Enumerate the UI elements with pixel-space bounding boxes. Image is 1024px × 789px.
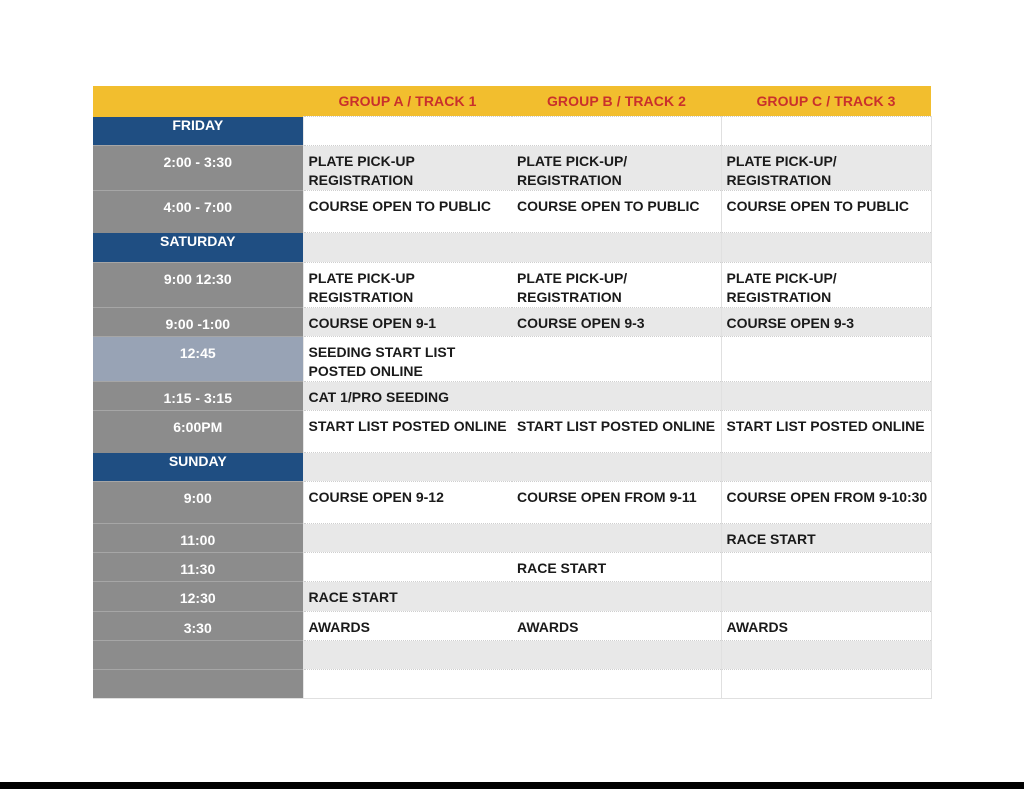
table-row xyxy=(93,146,931,191)
event-cell: START LIST POSTED ONLINE xyxy=(303,411,512,453)
table-row xyxy=(93,337,931,382)
event-cell xyxy=(303,233,512,263)
time-label: 2:00 - 3:30 xyxy=(93,146,303,191)
event-cell xyxy=(721,553,931,582)
event-cell xyxy=(512,233,721,263)
event-cell: RACE START xyxy=(303,582,512,612)
time-label: 12:30 xyxy=(93,582,303,612)
header-group-a: GROUP A / TRACK 1 xyxy=(303,86,512,117)
event-cell xyxy=(512,524,721,553)
event-cell: COURSE OPEN 9-3 xyxy=(721,308,931,337)
event-cell: PLATE PICK-UP REGISTRATION xyxy=(303,146,512,191)
header-row xyxy=(93,86,931,117)
event-cell: AWARDS xyxy=(721,612,931,641)
event-cell xyxy=(512,582,721,612)
event-cell: PLATE PICK-UP/ REGISTRATION xyxy=(512,146,721,191)
table-row xyxy=(93,670,931,699)
table-row xyxy=(93,263,931,308)
time-label: 6:00PM xyxy=(93,411,303,453)
event-cell xyxy=(303,553,512,582)
event-cell xyxy=(303,117,512,146)
bottom-edge-bar xyxy=(0,782,1024,789)
table-row xyxy=(93,382,931,411)
table-row xyxy=(93,191,931,233)
time-label: 9:00 xyxy=(93,482,303,524)
day-row-saturday xyxy=(93,233,931,263)
day-row-sunday xyxy=(93,453,931,482)
table-row xyxy=(93,524,931,553)
table-row xyxy=(93,482,931,524)
table-row xyxy=(93,612,931,641)
event-cell: COURSE OPEN FROM 9-11 xyxy=(512,482,721,524)
event-cell: COURSE OPEN 9-3 xyxy=(512,308,721,337)
event-cell xyxy=(512,117,721,146)
event-cell xyxy=(512,382,721,411)
event-cell: PLATE PICK-UP/ REGISTRATION xyxy=(721,146,931,191)
race-schedule-table xyxy=(93,86,932,699)
event-cell xyxy=(721,117,931,146)
event-cell: CAT 1/PRO SEEDING xyxy=(303,382,512,411)
event-cell xyxy=(721,453,931,482)
event-cell: AWARDS xyxy=(512,612,721,641)
event-cell xyxy=(303,524,512,553)
event-cell: COURSE OPEN FROM 9-10:30 xyxy=(721,482,931,524)
header-corner xyxy=(93,86,303,117)
event-cell: COURSE OPEN TO PUBLIC xyxy=(512,191,721,233)
event-cell xyxy=(721,670,931,699)
time-label: 9:00 12:30 xyxy=(93,263,303,308)
event-cell: COURSE OPEN 9-1 xyxy=(303,308,512,337)
event-cell xyxy=(303,453,512,482)
event-cell xyxy=(512,337,721,382)
event-cell xyxy=(721,582,931,612)
table-row xyxy=(93,553,931,582)
event-cell xyxy=(721,233,931,263)
day-label: SATURDAY xyxy=(93,233,303,263)
event-cell: RACE START xyxy=(512,553,721,582)
table-row xyxy=(93,411,931,453)
day-label: SUNDAY xyxy=(93,453,303,482)
event-cell: PLATE PICK-UP REGISTRATION xyxy=(303,263,512,308)
time-label: 12:45 xyxy=(93,337,303,382)
time-label: 4:00 - 7:00 xyxy=(93,191,303,233)
table-row xyxy=(93,308,931,337)
time-label: 11:30 xyxy=(93,553,303,582)
time-label: 3:30 xyxy=(93,612,303,641)
event-cell: PLATE PICK-UP/ REGISTRATION xyxy=(512,263,721,308)
time-label xyxy=(93,641,303,670)
event-cell: COURSE OPEN TO PUBLIC xyxy=(721,191,931,233)
event-cell: RACE START xyxy=(721,524,931,553)
time-label: 1:15 - 3:15 xyxy=(93,382,303,411)
event-cell: COURSE OPEN TO PUBLIC xyxy=(303,191,512,233)
event-cell: START LIST POSTED ONLINE xyxy=(512,411,721,453)
event-cell xyxy=(512,670,721,699)
event-cell xyxy=(512,641,721,670)
header-group-c: GROUP C / TRACK 3 xyxy=(721,86,931,117)
event-cell: COURSE OPEN 9-12 xyxy=(303,482,512,524)
time-label xyxy=(93,670,303,699)
day-row-friday xyxy=(93,117,931,146)
event-cell xyxy=(512,453,721,482)
event-cell xyxy=(303,670,512,699)
event-cell xyxy=(303,641,512,670)
event-cell xyxy=(721,337,931,382)
event-cell: SEEDING START LIST POSTED ONLINE xyxy=(303,337,512,382)
event-cell: START LIST POSTED ONLINE xyxy=(721,411,931,453)
day-label: FRIDAY xyxy=(93,117,303,146)
table-row xyxy=(93,641,931,670)
event-cell xyxy=(721,382,931,411)
header-group-b: GROUP B / TRACK 2 xyxy=(512,86,721,117)
table-row xyxy=(93,582,931,612)
event-cell xyxy=(721,641,931,670)
event-cell: AWARDS xyxy=(303,612,512,641)
time-label: 11:00 xyxy=(93,524,303,553)
event-cell: PLATE PICK-UP/ REGISTRATION xyxy=(721,263,931,308)
time-label: 9:00 -1:00 xyxy=(93,308,303,337)
